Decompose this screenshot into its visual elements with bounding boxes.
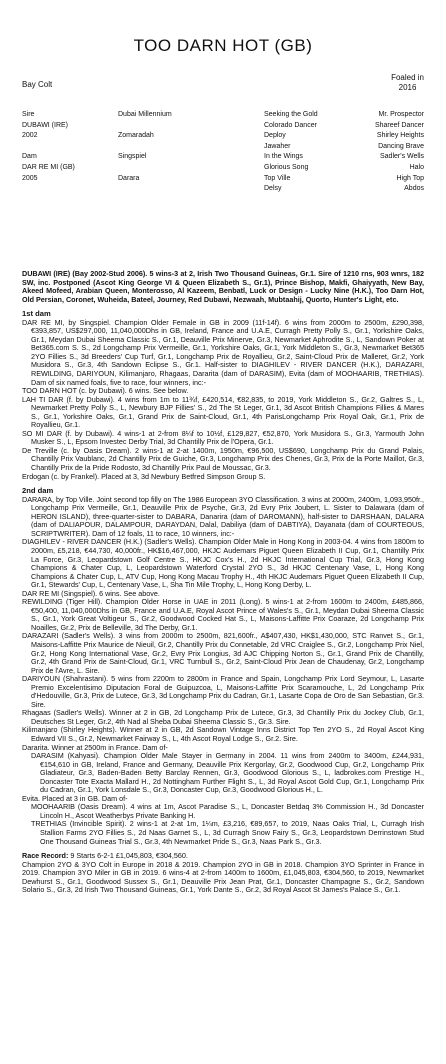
pedigree-cell: Colorado Dancer bbox=[264, 121, 317, 129]
pedigree-cell: Seeking the Gold bbox=[264, 111, 318, 118]
produce-entry: De Treville (c. by Oasis Dream). 2 wins-1 at 2-at 1400m, 1950m, €96,500, US$690, Longchamp Prix du Grand Palais, Chantilly Prix Vaublanc, 2d Chantilly Prix de Guiche, Gr.3, Longchamp Prix des Chenes, Gr.3, Prix de la Porte Maillot, Gr.3, Chantilly Prix de la Pride Rodosto, 3d Chantilly Prix Paul de Moussac, Gr.3. bbox=[22, 445, 424, 473]
pedigree-cell: Dubai Millennium bbox=[118, 111, 172, 118]
pedigree-cell: DAR RE MI (GB) bbox=[22, 163, 75, 171]
pedigree-cell: Shareef Dancer bbox=[374, 121, 424, 129]
pedigree-row bbox=[22, 184, 424, 195]
pedigree-cell: Sadler's Wells bbox=[380, 153, 424, 161]
pedigree-row bbox=[22, 131, 424, 142]
pedigree-row bbox=[22, 152, 424, 163]
pedigree-row bbox=[22, 110, 424, 121]
produce-entry: SO MI DAR (f. by Dubawi). 4 wins-1 at 2-from 8¼f to 10½f, £129,827, €52,870, York Musidora S., Gr.3, Yarmouth John Musker S., L, Epsom Investec Derby Trial, 3d Chantilly Prix de l'Opera, Gr.1. bbox=[22, 428, 424, 447]
pedigree-cell: DUBAWI (IRE) bbox=[22, 121, 69, 129]
produce-entry: Evita. Placed at 3 in GB. Dam of- bbox=[22, 793, 128, 803]
pedigree-cell: Singspiel bbox=[118, 153, 147, 161]
race-record-label: Race Record: bbox=[22, 851, 69, 861]
pedigree-cell: Shirley Heights bbox=[376, 132, 424, 140]
produce-entry: Kilimanjaro (Shirley Heights). Winner at 2 in GB, 2d Sandown Vintage Inns District Top Ten 2YO S., 2d Royal Ascot King Edward VII S., Gr.2, Newmarket Fairway S., L, 4th Ascot Royal Lodge S., Gr.2. Sire. bbox=[22, 725, 424, 743]
produce-entry: TOO DARN HOT (c. by Dubawi). 6 wins. See below. bbox=[22, 386, 189, 396]
pedigree-cell: Mr. Prospector bbox=[378, 111, 424, 118]
pedigree-table bbox=[22, 110, 424, 195]
pedigree-cell: Delsy bbox=[264, 185, 282, 193]
foaled-year: 2016 bbox=[398, 83, 417, 92]
produce-entry: Rhagaas (Sadler's Wells). Winner at 2 in GB, 2d Longchamp Prix de Lutece, Gr.3, 3d Chantilly Prix du Jockey Club, Gr.1, Deutsches St Leger, Gr.2, 4th Nad al Sheba Dubai Sheema Classic S., Gr.3. Sire. bbox=[22, 708, 424, 726]
produce-entry: DARAZARI (Sadler's Wells). 3 wins from 2000m to 2500m, 821,600fr., A$407,430, HK$1,430,000, STC Ranvet S., Gr.1, Maisons-Laffitte Prix Maurice de Nieuil, Gr.2, Chantilly Prix du Connetable, 2d VRC Craiglee S., Gr.2, Longchamp Prix Niel, Gr.2, Hong Kong International Vase, Gr.2, Evry Prix Longius, 3d AJC Chipping Norton S., Gr.1, Grand Prix de Chantilly, Gr.2, 4th Grand Prix de Saint-Cloud, Gr.1, VRC Turnbull S., Gr.2, Saint-Cloud Prix Jean de Chaudenay, Gr.2, Longchamp Prix de l'Avre, L. Sire. bbox=[22, 631, 424, 675]
grand-produce-entry: DARASIM (Kahyasi). Champion Older Male Stayer in Germany in 2004. 11 wins from 2400m to 3400m, £244,931, €154,610 in GB, Ireland, France and Germany, Deauville Prix Kergorlay, Gr.2, Goodwood Cup, Gr.2, Longchamp Prix Gladiateur, Gr.3, Baden-Baden Betty Barclay Rennen, Gr.3, Goodwood Glorious S., L, ladbrokes.com Prestige H., Doncaster Tote Exacta Mallard H., 2d Nottingham Further Flight S., L, 3d Royal Ascot Gold Cup, Gr.1, Longchamp Prix du Cadran, Gr.1, York Lonsdale S., Gr.3, Doncaster Cup, Gr.3, Goodwood Glorious H., L. bbox=[31, 751, 424, 795]
produce-entry: Erdogan (c. by Frankel). Placed at 3, 3d Newbury Betfred Simpson Group S. bbox=[22, 471, 266, 481]
pedigree-row bbox=[22, 142, 424, 153]
catalogue-body bbox=[22, 270, 424, 895]
produce-entry: DAR RE MI (Singspiel). 6 wins. See above. bbox=[22, 588, 160, 598]
pedigree-cell: Sire bbox=[22, 111, 35, 118]
race-record-text: 9 Starts 6-2-1 £1,045,803, €304,560. bbox=[70, 851, 188, 861]
foaled-info bbox=[391, 73, 424, 93]
pedigree-row bbox=[22, 121, 424, 132]
pedigree-cell: Darara bbox=[118, 174, 140, 182]
pedigree-cell: Top Ville bbox=[264, 174, 291, 182]
produce-entry: REWILDING (Tiger Hill). Champion Older Horse in UAE in 2011 (Long). 5 wins-1 at 2-from 1600m to 2400m, £485,866, €50,400, 11,040,000Dhs in GB, France and U.A.E, Royal Ascot Prince of Wales's S., Gr.1, Meydan Dubai Sheema Classic S., Gr.1, York Great Voltigeur S., Gr.2, Goodwood Cocked Hat S., L, Maisons-Laffitte Prix Coaraze, 2d Longchamp Prix Noailles, Gr.2, Prix de Belleville, 3d The Derby, Gr.1. bbox=[22, 597, 424, 632]
produce-entry: DARIYOUN (Shahrastani). 5 wins from 2200m to 2800m in France and Spain, Longchamp Prix Lord Seymour, L, Lasarte Premio Excelentisimo Diputacion Foral de Guipuzcoa, L, Maisons-Laffitte Prix Scaramouche, L, 2d Longchamp Prix d'Hedouville, Gr.3, Prix de Lutece, Gr.3, 3d Longchamp Prix du Cadran, Gr.1, Lasarte Copa de Oro de San Sebastian, Gr.3. Sire. bbox=[22, 674, 424, 709]
first-dam-heading: 1st dam bbox=[22, 309, 51, 319]
grand-produce-entry: TRETHIAS (Invincible Spirit). 2 wins-1 at 2-at 1m, 1¼m, £3,216, €89,657, to 2019, Naas Oaks Trial, L, Curragh Irish Stallion Farms 2YO Fillies S., 2d Naas Garnet S., L, 3d Curragh Snow Fairy S., Gr.3, Leopardstown Derrinstown Stud One Thousand Guineas Trial S., Gr.3, 4th Newmarket Pride S., Gr.3, Naas Park S., Gr.3. bbox=[31, 819, 424, 846]
horse-title: TOO DARN HOT (GB) bbox=[133, 36, 313, 55]
produce-entry: Dararita. Winner at 2500m in France. Dam of- bbox=[22, 742, 168, 752]
second-dam-heading: 2nd dam bbox=[22, 486, 54, 496]
first-dam-entry: DAR RE MI, by Singspiel. Champion Older Female in GB in 2009 (11f-14f). 6 wins from 2000m to 2500m, £290,398, €393,857, US$297,000, 11,040,000Dhs in GB, Ireland, France and U.A.E, Curragh Pretty Polly S., Gr.1, Yorkshire Oaks, Gr.1, Meydan Dubai Sheema Classic S., Gr.1, Deauville Prix Minerve, Gr.3, Newmarket Aphrodite S., L, Sandown Poker at Bet365.com S. S., 2d Longchamp Prix Vermeille, Gr.1, Yorkshire Oaks, Gr.1, York Middleton S., Gr.3, Newmarket Bet365 2YO Fillies S., 3d Breeders' Cup Turf, Gr.1, Longchamp Prix de Royallieu, Gr.2, Saint-Cloud Prix de Malleret, Gr.2, York Musidora S., Gr.3, 4th Sandown Eclipse S., Gr.1. Half-sister to DIAGHILEV - RIVER DANCER (H.K.), DARAZARI, REWILDING, DARIYOUN, Kilimanjaro, Rhagaas, Dararita (dam of DARASIM), Evita (dam of MOOHAARIB, TRETHIAS). Dam of six named foals, five to race, four winners, inc:- bbox=[22, 317, 424, 387]
foaled-label: Foaled in bbox=[391, 73, 424, 82]
produce-entry: DIAGHILEV - RIVER DANCER (H.K.) (Sadler's Wells). Champion Older Male in Hong Kong in 2003-04. 4 wins from 1800m to 2000m, £5,218, €44,730, 40,000fr., HK$16,467,000, HKJC Audemars Piguet Queen Elizabeth II Cup, Gr.1, Chantilly Prix La Force, Gr.3, Leopardstown Golf Centre S., HKJC Cox's H., 2d HKJC International Cup Trial, Gr.3, Hong Kong Champions & Chater Cup, L, Leopardstown Waterford Crystal 2YO S., 3d HKJC Centenary Vase, L, Hong Kong Champions & Chater Cup, L, ATV Cup, Hong Kong Macau Trophy H., 4th HKJC Audemars Piguet Queen Elizabeth II Cup, Gr.1, Stewards' Cup, L, Centenary Vase, L, Sha Tin Mile Trophy, L, Hong Kong Derby, L. bbox=[22, 537, 424, 590]
second-dam-entry: DARARA, by Top Ville. Joint second top filly on The 1986 European 3YO Classification. 3 wins at 2000m, 2400m, 1,093,950fr., Longchamp Prix Vermeille, Gr.1, Deauville Prix de Psyche, Gr.3, 2d Evry Prix Joubert, L. Sister to Dalawara (dam of HERON ISLAND), three-quarter-sister to DABARA, Danarira (dam of DAROMANN), half-sister to DARSHAAN, DALARA (dam of DALIAPOUR, DALAMPOUR, DARAYDAN, Dalal, Dabiliya (dam of DABTIYA), Dayanata (dam of COURTEOUS, SCRIPTWRITER). Dam of 12 foals, 11 to race, 10 winners, inc:- bbox=[22, 494, 424, 538]
race-record-summary: Champion 2YO & 3YO Colt in Europe in 2018 & 2019. Champion 2YO in GB in 2018. Champion 3YO Sprinter in France in 2019. Champion 3YO Miler in GB in 2019. 6 wins-4 at 2-from 1400m to 1600m, £1,045,803, €304,560, to 2019, Newmarket Dewhurst S., Gr.1, Goodwood Sussex S., Gr.1, Deauville Prix Jean Prat, Gr.1, Doncaster Champagne S., Gr.2, Sandown Solario S., Gr.3, 2d Irish Two Thousand Guineas, Gr.1, York Dante S., Gr.2, 3d Royal Ascot St James's Palace S., Gr.1. bbox=[22, 859, 424, 895]
pedigree-cell: Zomaradah bbox=[118, 132, 154, 140]
pedigree-cell: Deploy bbox=[264, 132, 286, 140]
grand-produce-entry: MOOHAARIB (Oasis Dream). 4 wins at 1m, Ascot Paradise S., L, Doncaster Betdaq 3% Commission H., 3d Doncaster Lincoln H., Ascot Weatherbys Private Banking H. bbox=[31, 802, 424, 820]
pedigree-cell: Dancing Brave bbox=[378, 142, 424, 150]
pedigree-cell: In the Wings bbox=[264, 153, 303, 161]
pedigree-cell: Abdos bbox=[404, 185, 424, 193]
produce-entry: LAH TI DAR (f. by Dubawi). 4 wins from 1m to 11¾f, £420,514, €82,835, to 2019, York Middleton S., Gr.2, Galtres S., L, Newmarket Pretty Polly S., L, Newbury BJP Fillies' S., 2d The St Leger, Gr.1, 3d Ascot British Champions Fillies & Mares S., Gr.1, Yorkshire Oaks, Gr.1, Grand Prix de Saint-Cloud, Gr.1, 4th ParisLongchamp Prix Royal Oak, Gr.1, Prix de Royallieu, Gr.1. bbox=[22, 394, 424, 430]
pedigree-cell: Dam bbox=[22, 153, 37, 161]
pedigree-cell: 2002 bbox=[22, 132, 38, 140]
pedigree-cell: Halo bbox=[409, 163, 424, 171]
pedigree-row bbox=[22, 163, 424, 174]
pedigree-cell: Jawaher bbox=[264, 142, 291, 150]
horse-sex: Bay Colt bbox=[22, 80, 53, 89]
pedigree-cell: Glorious Song bbox=[264, 163, 309, 171]
pedigree-row bbox=[22, 174, 424, 185]
pedigree-cell: High Top bbox=[396, 174, 424, 182]
sire-summary: DUBAWI (IRE) (Bay 2002-Stud 2006). 5 wins-3 at 2, Irish Two Thousand Guineas, Gr.1. Sire of 1210 rns, 903 wnrs, 182 SW, inc. Postponed (Ascot King George VI & Queen Elizabeth S., Gr.1), Prince Bishop, Makfi, Ghaiyyath, New Bay, Akeed Mofeed, Arabian Queen, Monterosso, Al Kazeem, Benbatl, Luck or Design - Lucky Nine (H.K.), Too Darn Hot, Old Persian, Coronet, Wuheida, Bateel, Journey, Red Dubawi, Nezwaah, Mubtaahij, Quorto, Hunter's Light, etc. bbox=[22, 269, 424, 304]
pedigree-cell: 2005 bbox=[22, 174, 38, 182]
